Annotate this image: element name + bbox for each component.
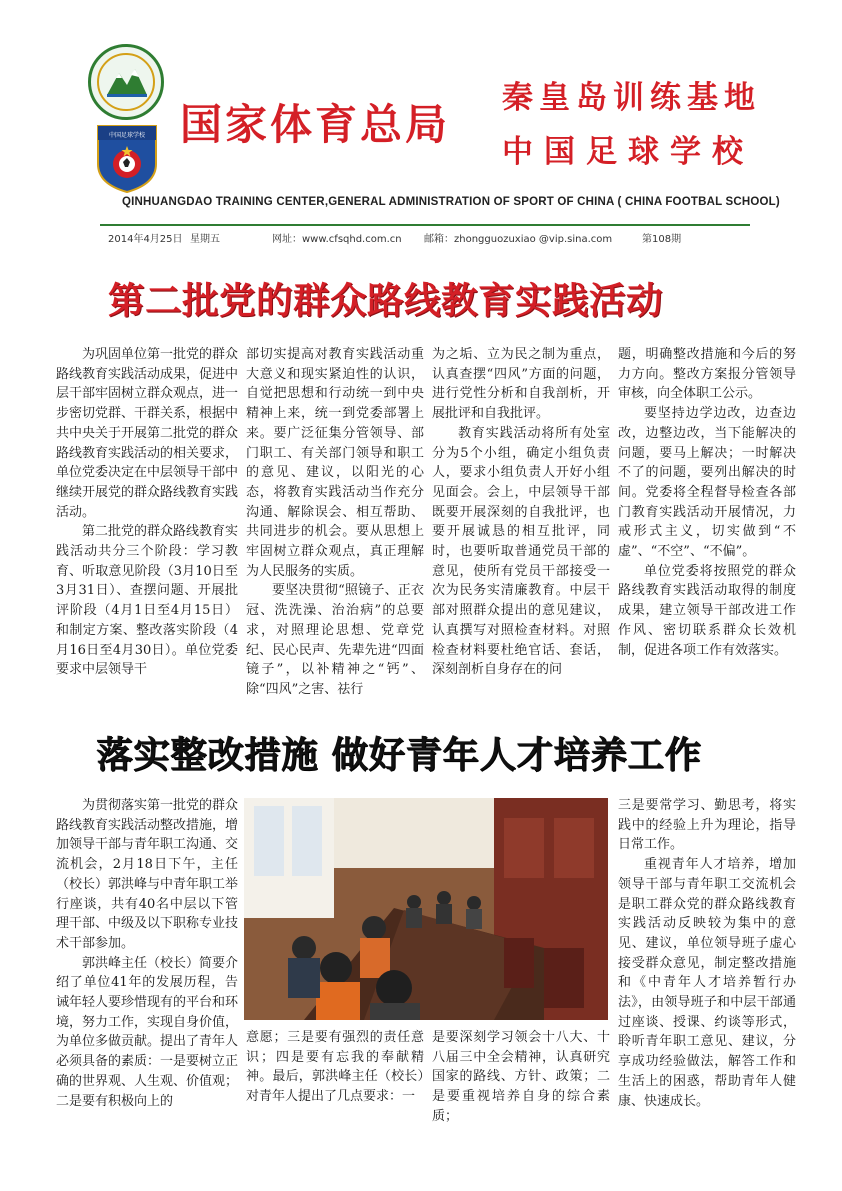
article1-column-4 xyxy=(618,345,796,717)
paragraph: 为贯彻落实第一批党的群众路线教育实践活动整改措施，增加领导干部与青年职工沟通、交流机会，2月18日下午，主任（校长）郭洪峰与中青年职工举行座谈，共有40名中层以下管理干部、中级及以下职称专业技术干部参加。 xyxy=(56,798,238,951)
issue-date: 2014年4月25日 xyxy=(108,234,183,245)
paragraph: 为巩固单位第一批党的群众路线教育实践活动成果，促进中层干部牢固树立群众观点，进一步密切党群、干群关系，根据中共中央关于开展第二批党的群众路线教育实践活动的相关要求，单位党委决定在中层领导干部中继续开展党的群众路线教育实践活动。 xyxy=(56,347,238,520)
masthead-rule xyxy=(100,224,750,226)
paragraph: 郭洪峰主任（校长）简要介绍了单位41年的发展历程，告诫年轻人要珍惜现有的平台和环境，努力工作，实现自身价值，为单位多做贡献。提出了青年人必须具备的素质：一是要树立正确的世界观、人生观、价值观；二是要有积极向上的 xyxy=(56,955,238,1109)
paragraph: 为之垢、立为民之制为重点，认真查摆“四风”方面的问题，进行党性分析和自我剖析，开展批评和自我批评。 xyxy=(432,347,610,422)
english-name: QINHUANGDAO TRAINING CENTER,GENERAL ADMINISTRATION OF SPORT OF CHINA ( CHINA FOOTBAL SCHOOL) xyxy=(122,196,780,208)
paragraph: 意愿；三是要有强烈的责任意识；四是要有忘我的奉献精神。最后，郭洪峰主任（校长）对青年人提出了几点要求：一 xyxy=(246,1030,424,1105)
paragraph: 三是要常学习、勤思考，将实践中的经验上升为理论，指导日常工作。 xyxy=(618,798,796,853)
paragraph: 重视青年人才培养，增加领导干部与青年职工交流机会是职工群众党的群众路线教育实践活动反映较为集中的意见、建议，单位领导班子虚心接受群众意见，制定整改措施和《中青年人才培养暂行办法》，由领导班子和中层干部通过座谈、授课、约谈等形式，聆听青年职工意见、建议，分享成功经验做法，解答工作和生活上的困惑，帮助青年人健康、快速成长。 xyxy=(618,857,796,1109)
website: 网址：www.cfsqhd.com.cn xyxy=(272,234,402,245)
training-base-emblem-icon xyxy=(88,44,164,120)
article2-column-4 xyxy=(618,796,796,1126)
email: 邮箱：zhongguozuxiao @vip.sina.com xyxy=(424,234,613,245)
article1-column-3 xyxy=(432,345,610,717)
school-badge-label: 中国足球学校 xyxy=(108,132,145,139)
issue-weekday: 星期五 xyxy=(190,234,220,245)
paragraph: 教育实践活动将所有处室分为5个小组，确定小组负责人，要求小组负责人开好小组见面会。会上，中层领导干部既要开展深刻的自我批评，也要开展诚恳的相互批评，同时，也要听取普通党员干部的意见，使所有党员干部接受一次为民务实清廉教育。中层干部对照群众提出的意见建议，认真撰写对照检查材料。对照检查材料要杜绝官话、套话，深刻剖析自身存在的问 xyxy=(432,425,610,678)
article1-column-2 xyxy=(246,345,424,717)
article1-headline: 第二批党的群众路线教育实践活动 xyxy=(108,279,663,322)
paragraph: 要坚持边学边改，边查边改，边整边改，当下能解决的问题，要马上解决；一时解决不了的问题，要列出解决的时间。党委将全程督导检查各部门教育实践活动开展情况，力戒形式主义，切实做到“不虚”、“不空”、“不偏”。 xyxy=(618,406,796,560)
paragraph: 是要深刻学习领会十八大、十八届三中全会精神，认真研究国家的路线、方针、政策；二是要重视培养自身的综合素质； xyxy=(432,1030,610,1124)
article1-column-1 xyxy=(56,345,238,717)
meeting-photo xyxy=(244,798,608,1020)
subtitle-line1: 秦皇岛训练基地 xyxy=(502,80,761,116)
org-name: 国家体育总局 xyxy=(180,100,451,149)
football-school-badge-icon xyxy=(96,124,158,194)
subtitle-line2: 中国足球学校 xyxy=(502,134,754,170)
paragraph: 题，明确整改措施和今后的努力方向。整改方案报分管领导审核，向全体职工公示。 xyxy=(618,347,796,402)
paragraph: 第二批党的群众路线教育实践活动共分三个阶段：学习教育、听取意见阶段（3月10日至3月31日）、查摆问题、开展批评阶段（4月1日至4月15日）和制定方案、整改落实阶段（4月16日至4月30日）。单位党委要求中层领导干 xyxy=(56,524,238,678)
article2-under-photo-2 xyxy=(432,1028,610,1128)
article2-headline: 落实整改措施 做好青年人才培养工作 xyxy=(96,733,702,776)
paragraph: 单位党委将按照党的群众路线教育实践活动取得的制度成果，建立领导干部改进工作作风、密切联系群众长效机制，促进各项工作有效落实。 xyxy=(618,563,796,658)
article2-under-photo-1 xyxy=(246,1028,424,1128)
paragraph: 部切实提高对教育实践活动重大意义和现实紧迫性的认识，自觉把思想和行动统一到中央精神上来，统一到党委部署上来。要广泛征集分管领导、部门职工、有关部门领导和职工的意见、建议，以阳光的心态，将教育实践活动当作充分沟通、解除误会、相互帮助、共同进步的机会。要从思想上牢固树立群众观点，真正理解为人民服务的实质。 xyxy=(246,347,424,579)
article2-column-1 xyxy=(56,796,238,1126)
paragraph: 要坚决贯彻“照镜子、正衣冠、洗洗澡、治治病”的总要求，对照理论思想、党章党纪、民心民声、先辈先进“四面镜子”，以补精神之“钙”、除“四风”之害、祛行 xyxy=(246,583,424,697)
issue-number: 第108期 xyxy=(642,234,682,245)
